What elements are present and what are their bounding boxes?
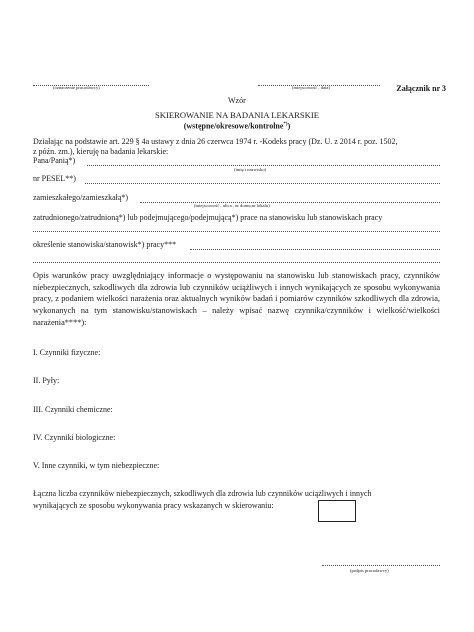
workplace-field[interactable] [33,231,440,232]
subtitle-footnote: *) [283,122,288,127]
intro-line-1: Działając na podstawie art. 229 § 4a ustawy z dnia 26 czerwca 1974 r. -Kodeks pracy (Dz. U. z 2014 r. poz. 1502, [33,137,398,146]
employer-stamp-caption: (oznaczenie pracodawcy) [53,85,100,90]
signature-line[interactable] [322,565,440,566]
pesel-label: nr PESEL**) [33,174,76,183]
pan-pani-label: Pana/Panią*) [33,156,76,165]
factor-dust: II. Pyły: [33,376,60,385]
factor-other: V. Inne czynniki, w tym niebezpieczne: [33,461,160,470]
employment-label: zatrudnionego/zatrudnioną*) lub podejmującego/podejmującą*) prace na stanowisku lub stanowiskach pracy [33,213,383,222]
pesel-field[interactable] [85,183,440,184]
total-line-1: Łączna liczba czynników niebezpiecznych, szkodliwych dla zdrowia lub czynników uciążliwych i innych [33,489,372,498]
total-count-box[interactable] [318,500,356,522]
position-label: określenie stanowiska/stanowisk*) pracy*** [33,240,177,249]
name-field[interactable] [87,165,440,166]
work-conditions-description: Opis warunków pracy uwzględniający informacje o występowaniu na stanowisku lub stanowiskach pracy, czynników niebezpiecznych, szkodliwych dla zdrowia lub czynników uciążliwych i innych wynikających ze sposobu wykonywania pracy, z podaniem wielkości narażenia oraz aktualnych wyników badań i pomiarów czynników szkodliwych dla zdrowia, wykonanych na tym stanowisku/stanowiskach – należy wpisać nazwę czynnika/czynników i wielkość/wielkości narażenia****): [33,271,440,327]
intro-line-2: z późn. zm.), kieruję na badania lekarskie: [33,147,169,156]
position-field-2[interactable] [33,262,440,263]
position-field[interactable] [190,249,440,250]
factor-physical: I. Czynniki fizyczne: [33,348,101,357]
document-title: SKIEROWANIE NA BADANIA LEKARSKIE [155,110,319,120]
sample-label: Wzór [228,96,246,105]
residence-label: zamieszkałego/zamieszkałą*) [33,193,129,202]
document-subtitle [0,120,474,132]
subtitle-end: ) [287,121,291,131]
total-line-2: wynikających ze sposobu wykonywania pracy wskazanych w skierowaniu: [33,501,274,510]
residence-field[interactable] [140,202,440,203]
place-date-caption: (miejscowość , data) [292,85,330,90]
attachment-label: Załącznik nr 3 [396,84,446,93]
factor-chemical: III. Czynniki chemiczne: [33,405,113,414]
name-caption: (imię i nazwisko) [234,167,267,172]
factor-biological: IV. Czynniki biologiczne: [33,433,116,442]
signature-caption: (podpis pracodawcy) [350,568,389,573]
address-caption: (miejscowość , ulica , nr domu,nr lokalu) [194,203,270,208]
subtitle-text: (wstępne/okresowe/kontrolne [183,121,284,131]
